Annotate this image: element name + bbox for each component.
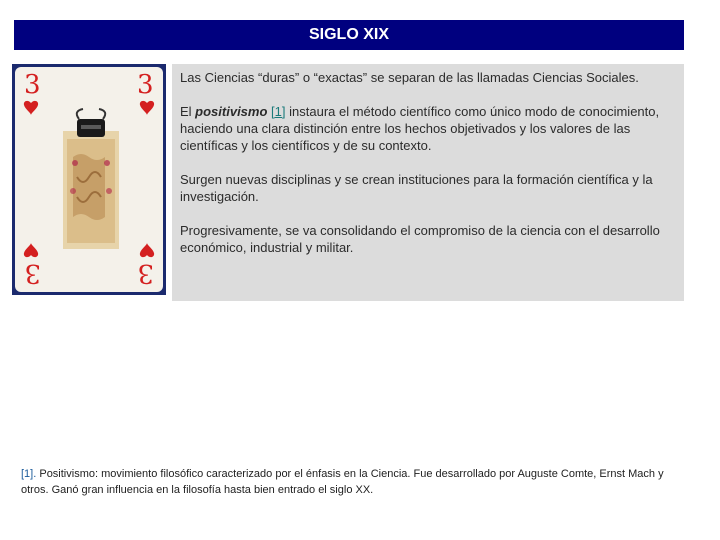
paragraph-3: Surgen nuevas disciplinas y se crean instituciones para la formación científica y la investigación. <box>180 172 653 204</box>
paragraph-1: Las Ciencias “duras” o “exactas” se separan de las llamadas Ciencias Sociales. <box>180 70 639 85</box>
card-rank-bottom-right: 3 <box>137 258 154 288</box>
heart-icon <box>140 243 154 257</box>
card-rank-top-left: 3 <box>24 70 41 100</box>
footnote-link[interactable]: [1] <box>271 104 286 119</box>
paragraph-4: Progresivamente, se va consolidando el compromiso de la ciencia con el desarrollo económico, industrial y militar. <box>180 223 660 255</box>
card-rank-bottom-left: 3 <box>24 258 41 288</box>
heart-icon <box>24 243 38 257</box>
footnote-text: Positivismo: movimiento filosófico caracterizado por el énfasis en la Ciencia. Fue desarrollado por Auguste Comte, Ernst Mach y otros. Ganó gran influencia en la filosofía hasta bien entrado el siglo XX. <box>21 468 664 496</box>
paragraph-2-body: instaura el método científico como único modo de conocimiento, haciendo una clara distinción entre los hechos objetivados y los valores de las científicas y los científicos y de su contexto. <box>180 104 660 153</box>
card-face <box>15 67 163 292</box>
playing-card-image <box>12 64 166 295</box>
positivismo-term: positivismo <box>195 104 268 119</box>
paragraph-2-intro: El <box>180 104 196 119</box>
slide-title-bar <box>14 20 684 50</box>
card-rank-top-right: 3 <box>137 70 154 100</box>
card-center-figure <box>63 109 119 249</box>
card-illustration <box>15 67 163 292</box>
paragraph-2 <box>180 103 676 154</box>
slide-title: SIGLO XIX <box>308 26 389 43</box>
content-text-panel <box>172 64 684 301</box>
heart-icon <box>140 101 154 115</box>
footnote-ref[interactable]: [1]. <box>21 468 37 480</box>
heart-icon <box>24 101 38 115</box>
footnote <box>21 466 691 498</box>
